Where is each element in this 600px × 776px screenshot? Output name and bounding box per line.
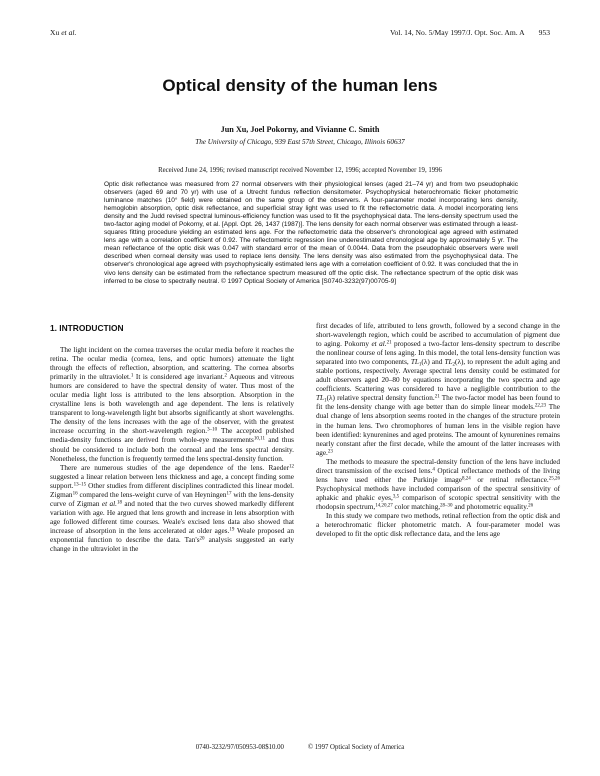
section-heading: 1. INTRODUCTION <box>50 323 124 333</box>
left-paragraph-2 <box>50 464 294 554</box>
text-run: There are numerous studies of the age dependence of the lens. Raeder <box>60 463 289 472</box>
citation-ref: 23 <box>327 449 333 455</box>
left-column <box>50 346 294 554</box>
text-run: color matching, <box>392 502 441 511</box>
citation-ref: 21 <box>434 394 440 400</box>
citation-ref: 14,20,27 <box>375 503 393 509</box>
citation-ref: 13–15 <box>73 482 87 488</box>
citation-ref: 20 <box>199 536 205 542</box>
citation-ref: 18 <box>116 500 122 506</box>
citation-ref: 8,24 <box>461 476 471 482</box>
citation-ref: 21 <box>386 340 392 346</box>
text-run: proposed a two-factor lens-density spectrum to describe the nonlinear course of lens aging. In this model, the total lens-density function was separated into two components, <box>316 340 560 367</box>
text-run: relative spectral density function. <box>334 394 435 403</box>
citation-ref: 3–10 <box>207 427 218 433</box>
math-subscript: 1 <box>418 362 422 368</box>
text-run: It is considered age invariant. <box>133 373 225 382</box>
citation-ref: 28–30 <box>440 503 453 509</box>
left-paragraph-1 <box>50 346 294 464</box>
right-paragraph-3: In this study we compare two methods, retinal reflection from the optic disk and a heterochromatic flicker photometric match. A four-parameter model was developed to fit the optic disk reflectance data, and the lens age <box>316 511 560 539</box>
text-run: first decades of life, attributed to lens growth, followed by a second change in the short-wavelength region, which could be ascribed to accumulation of pigment due to aging. Pokorny <box>316 322 560 349</box>
running-header-citation <box>390 28 550 37</box>
text-run: with the lens-density curve of Zigman <box>50 490 294 508</box>
article-authors: Jun Xu, Joel Pokorny, and Vivianne C. Smith <box>220 125 380 134</box>
text-run: suggested a linear relation between lens thickness and age, a concept finding some support. <box>50 472 294 490</box>
article-affiliation: The University of Chicago, 939 East 57th Street, Chicago, Illinois 60637 <box>195 138 405 146</box>
text-run: Weale proposed an exponential function to describe the data. Tan's <box>50 526 294 544</box>
page-number: 953 <box>538 28 550 37</box>
text-run: compared the lens-weight curve of van Heyningen <box>77 490 227 499</box>
math-argument: (λ) <box>421 358 430 367</box>
citation-ref: 3,5 <box>392 494 400 500</box>
text-run: , to represent the adult aging and stable portions, respectively. Average spectral lens density could be estimated for adult observers aged 20–80 by equations incorporating the two spectra and age coefficients. Scattering was considered to have a negligible contribution to the <box>316 358 561 394</box>
text-run: analysis suggested an early change in the ultraviolet in the <box>50 535 294 554</box>
text-run: The methods to measure the spectral-density function of the lens have included direct transmission of the excised lens. <box>316 457 560 475</box>
received-dates: Received June 24, 1996; revised manuscript received November 12, 1996; accepted November 19, 1996 <box>158 167 442 174</box>
citation-ref: 19 <box>229 527 235 533</box>
header-author: Xu <box>50 28 60 37</box>
text-run: The accepted published media-density functions are derived from whole-eye measurements <box>50 427 294 445</box>
text-run: comparison of scotopic spectral sensitivity with the rhodopsin spectrum, <box>316 493 560 511</box>
journal-citation: Vol. 14, No. 5/May 1997/J. Opt. Soc. Am. A <box>389 28 525 37</box>
page-footer <box>0 744 600 751</box>
citation-ref: 25,26 <box>548 476 560 482</box>
text-run: Aqueous and vitreous humors are considered to have the spectral density of water. Thus most of the ocular media light loss is attributed to the lens absorption. Absorption in the crystalline lens is both wavelength and age dependent. The lens is relatively transparent to long-wavelength light but absorbs significantly at short wavelengths. The density of the lens increases with the age of the observer, with the greatest increase occurring in the short-wavelength region. <box>50 373 294 436</box>
text-run: The dual change of lens absorption seems rooted in the changes of the structure protein in the human lens. Two chromophores of human lens in the visible region have been identified: kynurenines and aged proteins. The amount of kynurenines remains nearly constant after the first decade, while the amount of the latter increases with age. <box>316 403 560 457</box>
citation-ref: 1 <box>130 373 134 379</box>
text-run: and thus should be considered to include both the corneal and the lens spectral density. Nonetheless, the function is frequently termed the lens spectral-density function. <box>50 436 294 463</box>
citation-ref: 17 <box>226 491 232 497</box>
running-header-authors <box>50 28 76 37</box>
citation-ref: 16 <box>72 491 78 497</box>
text-run: or retinal reflectance. <box>470 475 549 484</box>
running-header <box>50 28 550 40</box>
math-symbol: TL <box>316 394 325 403</box>
citation-ref: 4 <box>432 467 435 473</box>
text-run: and photometric equality. <box>452 502 529 511</box>
citation-ref: 10,11 <box>253 436 265 442</box>
abstract-text: Optic disk reflectance was measured from 27 normal observers with their physiological lenses (aged 21–74 yr) and from two pseudophakic observers (aged 69 and 70 yr) with use of a Utrecht fundus reflection densitometer. Psychophysical heterochromatic flicker photometric luminance matches (10° field) were obtained on the same group of the observers. A four-parameter model incorporating lens density, hemoglobin absorption, optic disk reflectance, and superficial stray light was used to fit the reflectometric data. A model incorporating lens density and the Judd revised spectral luminous-efficiency function was used to fit the psychophysical data. The lens-density spectrum used the two-factor aging model of Pokorny, et al. [Appl. Opt. 26, 1437 (1987)]. The lens density for each normal observer was estimated through a least-squares fitting procedure yielding an estimated lens age. For the reflectometric data the observer's chronological age agreed with estimated lens age with a correlation coefficient of 0.92. The reflectometric regression line underestimated chronological age by approximately 5 yr. The mean reflectance of the optic disk was 0.047 with standard error of the mean of 0.0044. Data from the pseudophakic observers were well described when corneal density was used to replace lens density. The lens density was also estimated from the psychophysical data. The observer's chronological age agreed with psychophysically estimated lens age with a correlation coefficient of 0.92. It was concluded that the in vivo lens density can be estimated from the reflectance spectrum measured off the optic disk. The reflectance spectrum of the optic disk was inferred to be close to spectrally neutral. © 1997 Optical Society of America [S0740-3232(97)00705-9] <box>104 181 518 285</box>
math-subscript: 2 <box>452 362 456 368</box>
math-symbol: TL <box>444 358 453 367</box>
text-run: and noted that the two curves showed markedly different variation with age. He argued that lens growth and increase in lens absorption with age followed different time courses. Weale's excised lens data also showed that increase of absorption in the lens accelerated at older ages. <box>50 499 294 535</box>
text-run: Optical reflectance methods of the living lens have used either the Purkinje image <box>316 466 560 484</box>
math-argument: (λ) <box>455 358 464 367</box>
math-symbol: TL <box>410 358 419 367</box>
math-argument: (λ) <box>326 394 335 403</box>
footer-copyright: © 1997 Optical Society of America <box>307 744 405 751</box>
article-code: 0740-3232/97/050953-08$10.00 <box>195 744 284 751</box>
text-run: The light incident on the cornea traverses the ocular media before it reaches the retina. The ocular media (cornea, lens, and optic humors) attenuate the light through the effects of reflection, absorption, and scattering. The cornea absorbs primarily in the ultraviolet. <box>50 346 294 382</box>
citation-ref: 22,23 <box>534 403 547 409</box>
text-run-italic: et al. <box>101 499 117 508</box>
text-run: and <box>429 358 445 367</box>
text-run: The two-factor model has been found to fit the lens-density change with age better than do simple linear models. <box>316 394 561 412</box>
math-subscript: 1 <box>324 398 327 404</box>
citation-ref: 2 <box>224 373 228 379</box>
right-column <box>316 322 560 539</box>
header-etal: et al. <box>61 28 77 37</box>
right-paragraph-1 <box>316 322 560 458</box>
abstract <box>104 181 518 286</box>
citation-ref: 12 <box>289 464 294 470</box>
text-run: Other studies from different disciplines contradicted this linear model. Zigman <box>50 481 294 499</box>
right-paragraph-2 <box>316 458 560 512</box>
text-run: Psychophysical methods have included comparison of the spectral sensitivity of aphakic and phakic eyes, <box>316 484 560 502</box>
text-run-italic: et al. <box>371 340 387 349</box>
article-title: Optical density of the human lens <box>162 76 438 95</box>
citation-ref: 26 <box>528 503 534 509</box>
